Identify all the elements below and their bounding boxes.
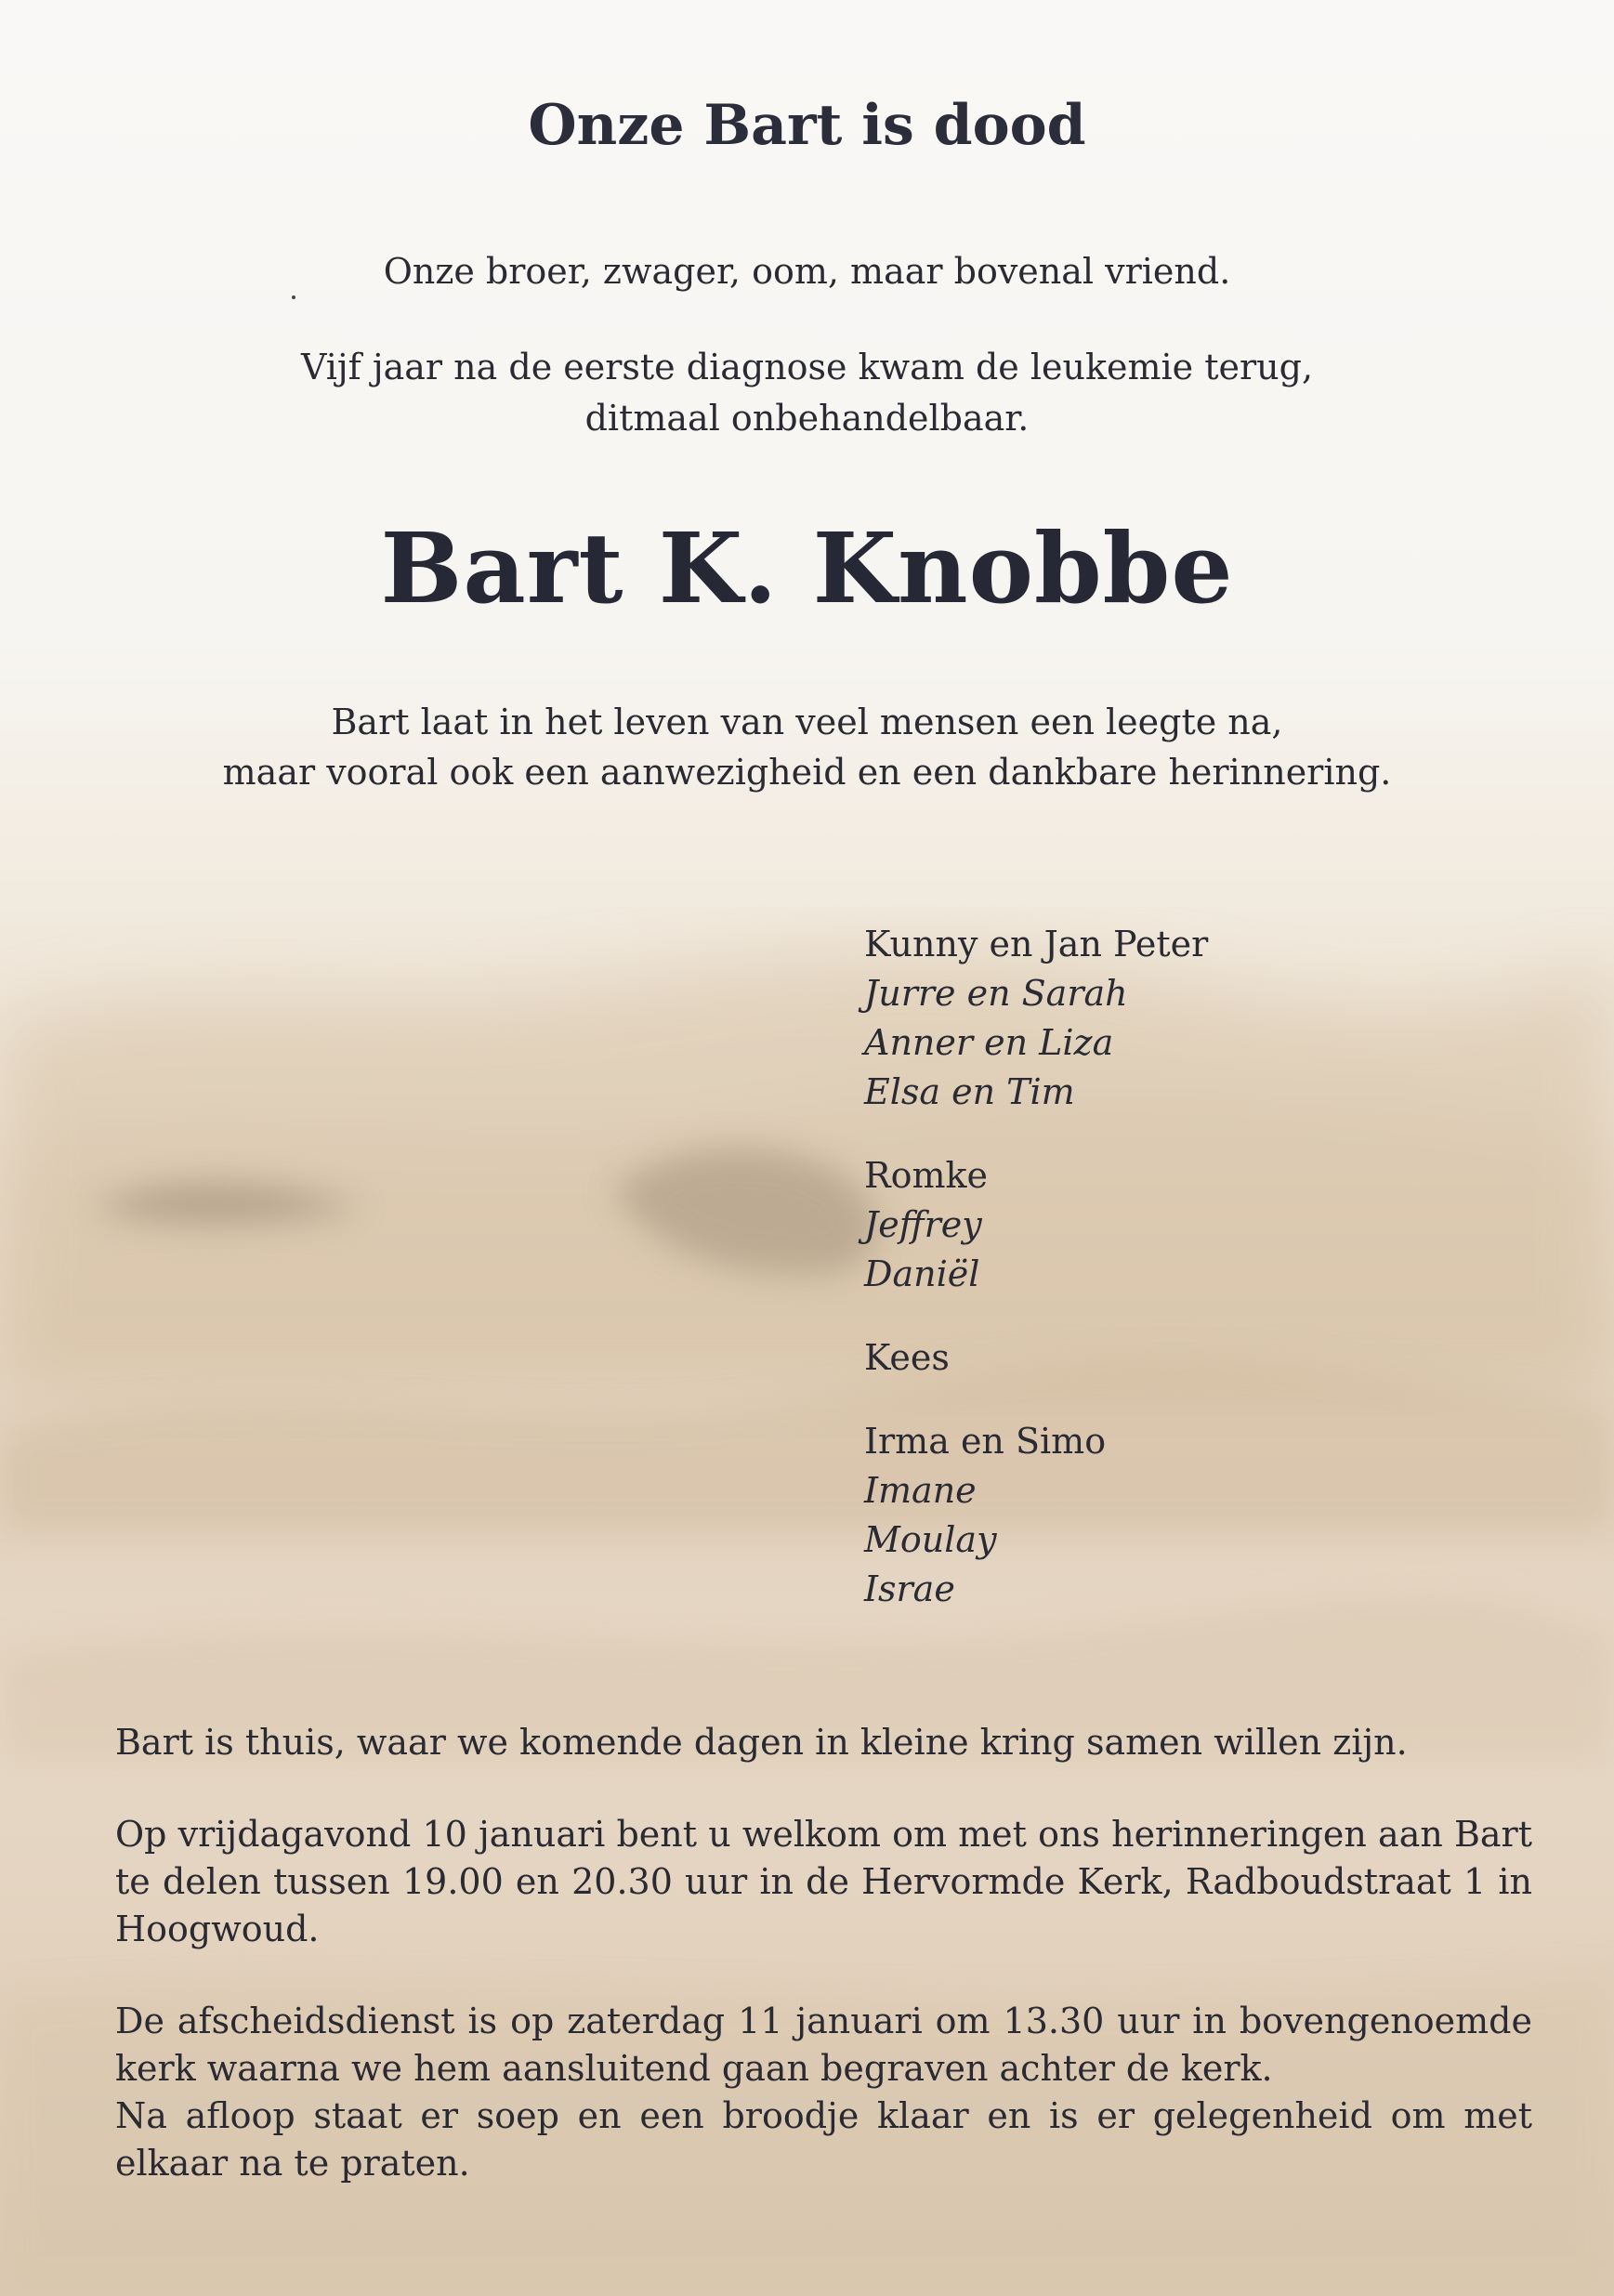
- intro-diagnosis-line2: ditmaal onbehandelbaar.: [584, 398, 1030, 439]
- family-head: Romke: [864, 1155, 989, 1196]
- family-head: Irma en Simo: [864, 1421, 1107, 1462]
- family-list: [864, 920, 1422, 1648]
- family-child: Jurre en Sarah: [864, 973, 1128, 1014]
- family-child: Daniël: [864, 1253, 980, 1294]
- family-group: [864, 1151, 1422, 1299]
- family-child: Imane: [864, 1470, 977, 1511]
- family-child: Jeffrey: [864, 1204, 982, 1245]
- legacy-text: [0, 697, 1614, 797]
- intro-diagnosis: [0, 342, 1614, 444]
- intro-line-relation: Onze broer, zwager, oom, maar bovenal vriend.: [383, 251, 1231, 292]
- notice-home: Bart is thuis, waar we komende dagen in kleine kring samen willen zijn.: [115, 1722, 1408, 1763]
- family-group: [864, 1333, 1422, 1383]
- family-child: Israe: [864, 1568, 955, 1609]
- notice-service-burial: De afscheidsdienst is op zaterdag 11 januari om 13.30 uur in bovengenoemde kerk waarna we hem aansluitend gaan begraven achter de kerk.: [115, 2001, 1532, 2089]
- family-child: Elsa en Tim: [864, 1071, 1075, 1112]
- family-head: Kees: [864, 1337, 950, 1378]
- notice-service: [115, 1998, 1532, 2187]
- family-group: [864, 920, 1422, 1117]
- family-head: Kunny en Jan Peter: [864, 924, 1209, 964]
- family-child: Moulay: [864, 1519, 997, 1560]
- legacy-line1: Bart laat in het leven van veel mensen een leegte na,: [331, 702, 1283, 742]
- legacy-line2: maar vooral ook een aanwezigheid en een dankbare herinnering.: [222, 752, 1392, 793]
- intro-text: [0, 246, 1614, 489]
- family-group: [864, 1417, 1422, 1614]
- notice-visitation: Op vrijdagavond 10 januari bent u welkom om met ons herinneringen aan Bart te delen tussen 19.00 en 20.30 uur in de Hervormde Kerk, Radboudstraat 1 in Hoogwoud.: [115, 1814, 1532, 1949]
- deceased-name: Bart K. Knobbe: [380, 511, 1234, 625]
- notice-service-reception: Na afloop staat er soep en een broodje klaar en is er gelegenheid om met elkaar na te praten.: [115, 2095, 1532, 2184]
- family-child: Anner en Liza: [864, 1022, 1114, 1063]
- arrangements-text: [115, 1719, 1532, 2232]
- intro-diagnosis-line1: Vijf jaar na de eerste diagnose kwam de leukemie terug,: [300, 347, 1314, 387]
- page-title: Onze Bart is dood: [528, 93, 1086, 158]
